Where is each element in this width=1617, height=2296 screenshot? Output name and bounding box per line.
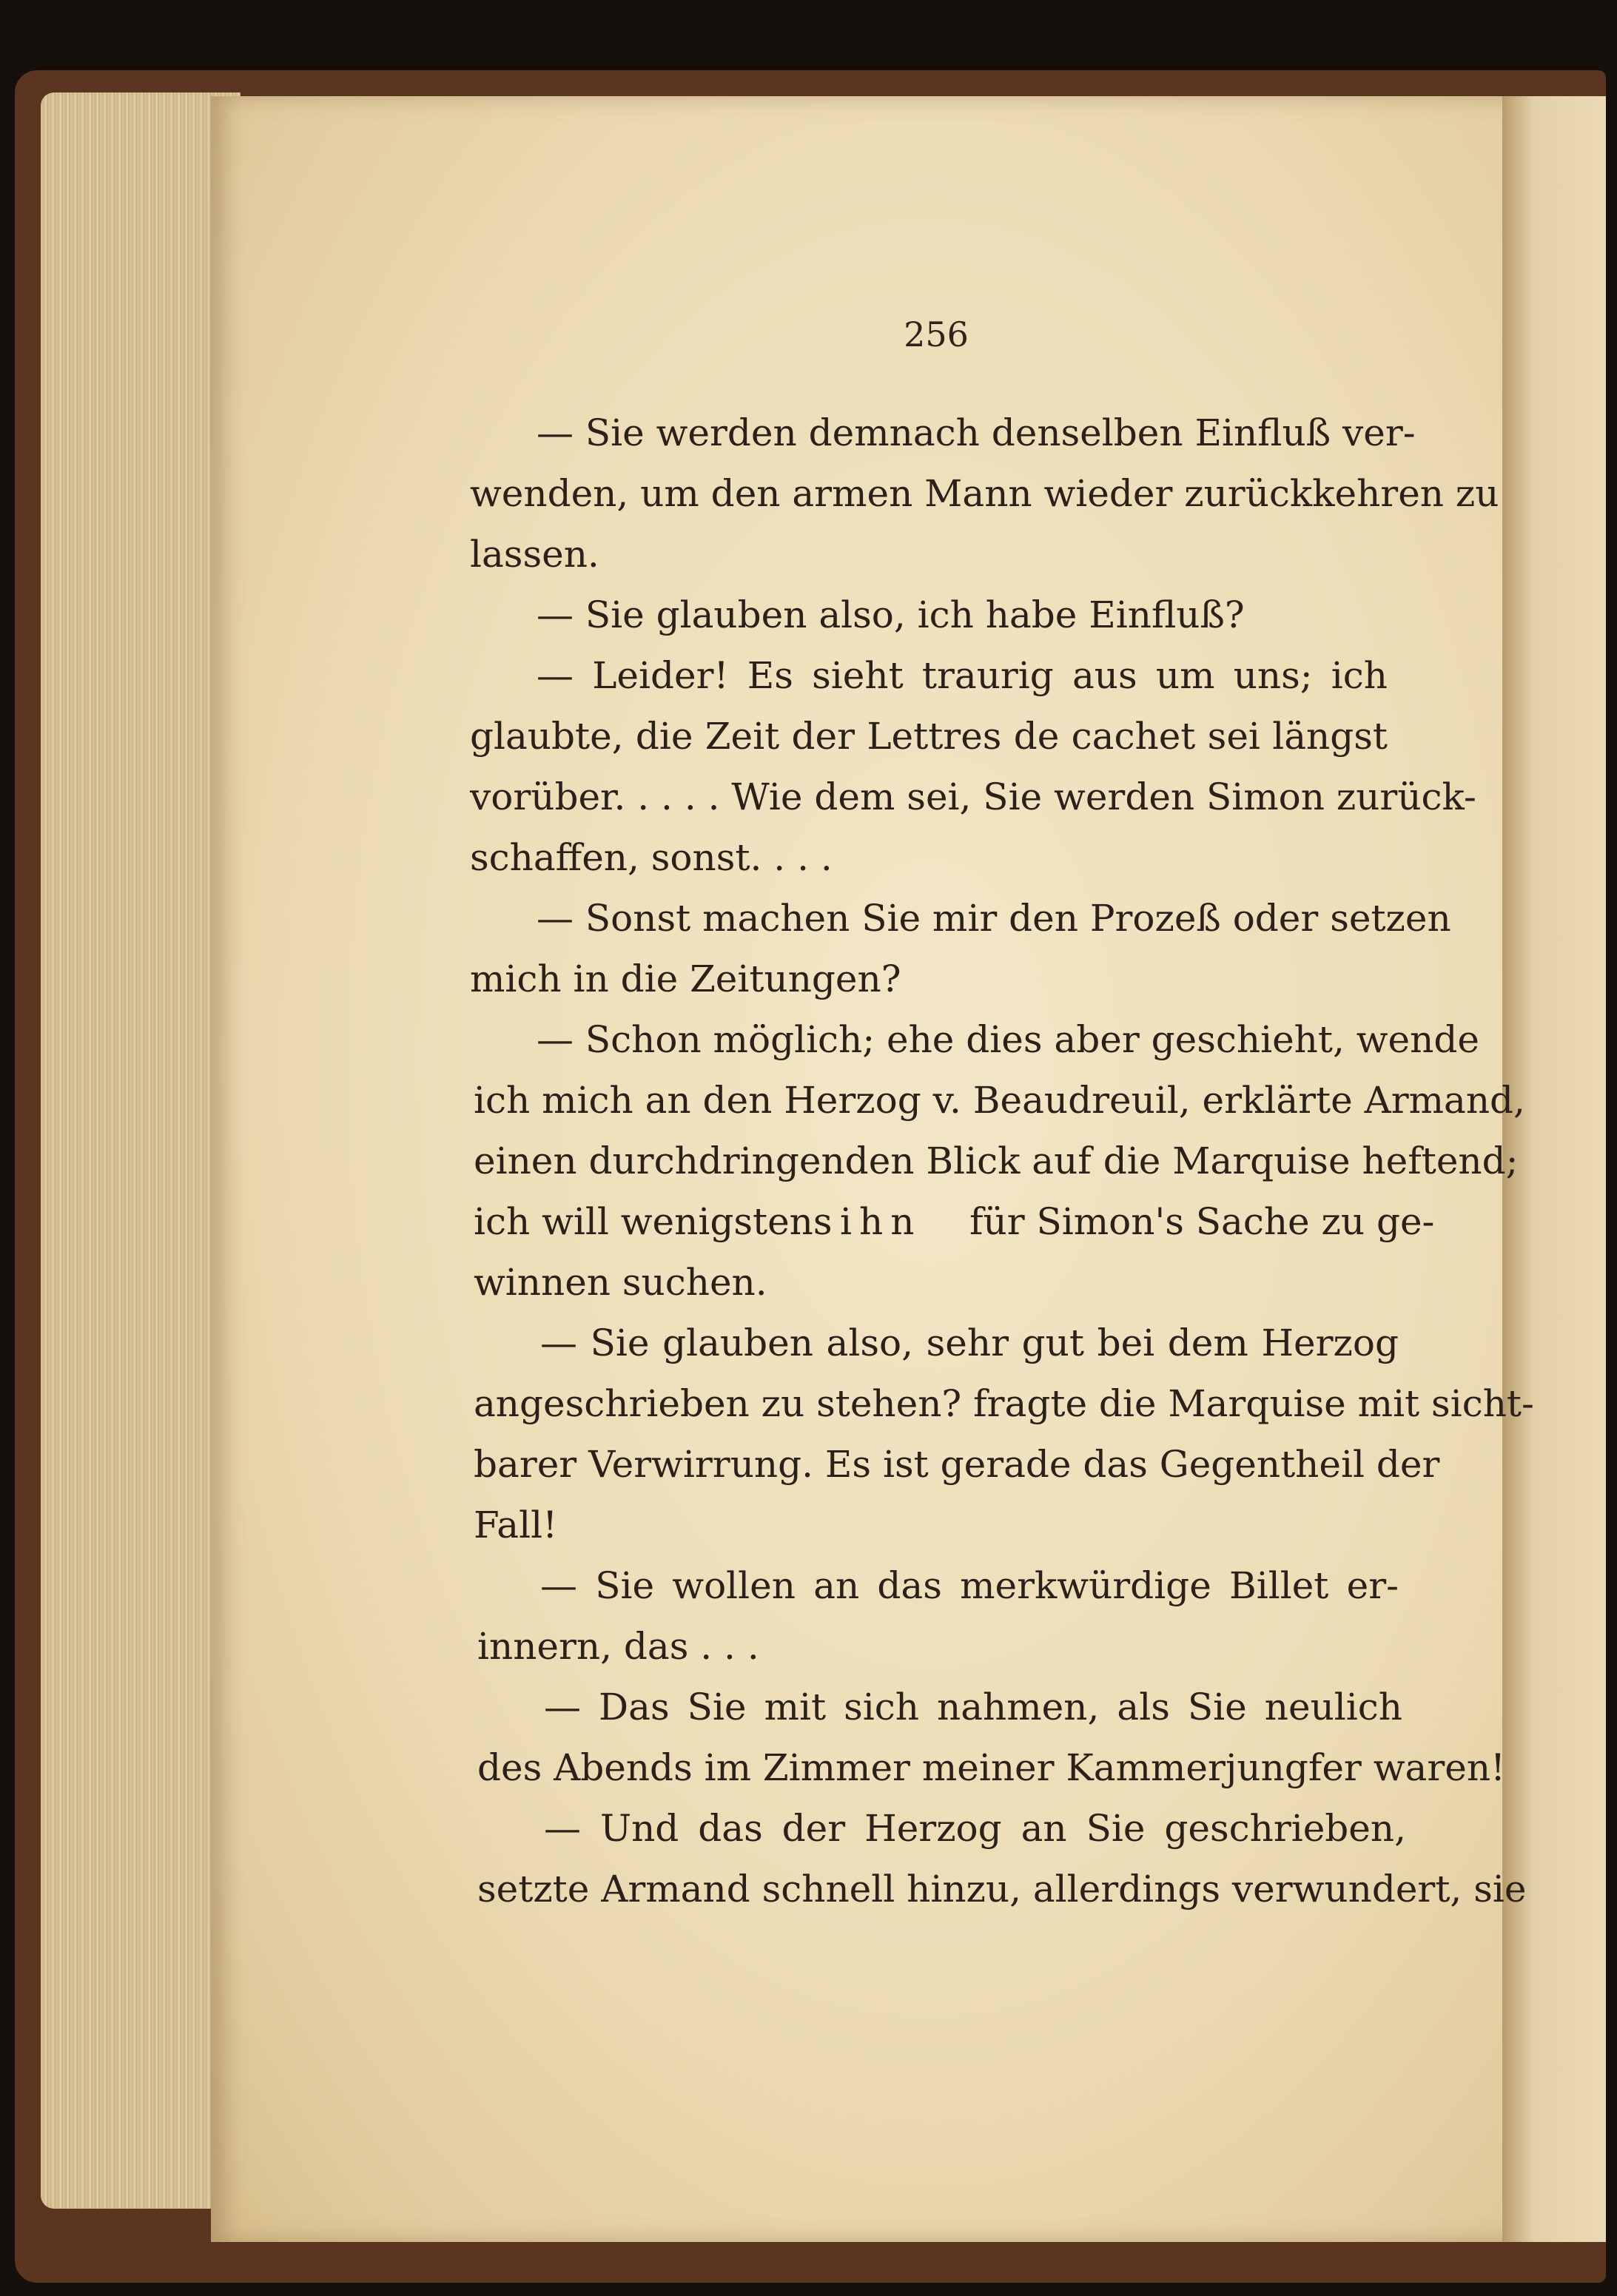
text-line: — Sonst machen Sie mir den Prozeß oder setzen [537, 897, 1451, 940]
text-line: ich will wenigstens [474, 1200, 833, 1243]
text-line: barer Verwirrung. Es ist gerade das Gegentheil der [474, 1443, 1440, 1486]
text-line: — Schon möglich; ehe dies aber geschieht, wende [537, 1018, 1479, 1061]
text-line: Fall! [474, 1504, 558, 1546]
text-line: lassen. [470, 533, 599, 576]
text-line: setzte Armand schnell hinzu, allerdings verwundert, sie [477, 1868, 1527, 1910]
text-line: für Simon's Sache zu ge- [969, 1200, 1435, 1243]
text-line: des Abends im Zimmer meiner Kammerjungfer waren! [477, 1746, 1506, 1789]
text-line: vorüber. . . . . Wie dem sei, Sie werden Simon zurück- [470, 775, 1476, 818]
text-line: — Das Sie mit sich nahmen, als Sie neulich [544, 1686, 1402, 1728]
text-line: einen durchdringenden Blick auf die Marquise heftend; [474, 1139, 1519, 1182]
text-line: — Sie werden demnach denselben Einfluß ver- [537, 411, 1416, 454]
text-line: ich mich an den Herzog v. Beaudreuil, erklärte Armand, [474, 1079, 1525, 1122]
text-line: — Sie wollen an das merkwürdige Billet er- [540, 1564, 1399, 1607]
text-line: — Und das der Herzog an Sie geschrieben, [544, 1807, 1406, 1850]
text-line: — Leider! Es sieht traurig aus um uns; ich [537, 654, 1388, 697]
text-line: wenden, um den armen Mann wieder zurückkehren zu [470, 472, 1499, 515]
text-line: innern, das . . . [477, 1625, 759, 1668]
text-line: schaffen, sonst. . . . [470, 836, 833, 879]
text-line: mich in die Zeitungen? [470, 957, 901, 1000]
page-number: 256 [904, 314, 969, 354]
text-line: — Sie glauben also, sehr gut bei dem Herzog [540, 1322, 1399, 1364]
text-line: angeschrieben zu stehen? fragte die Marquise mit sicht- [474, 1382, 1534, 1425]
emphasized-word: ihn [840, 1200, 922, 1243]
text-line: glaubte, die Zeit der Lettres de cachet sei längst [470, 715, 1388, 758]
text-line: — Sie glauben also, ich habe Einfluß? [537, 593, 1245, 636]
text-line: winnen suchen. [474, 1261, 767, 1304]
